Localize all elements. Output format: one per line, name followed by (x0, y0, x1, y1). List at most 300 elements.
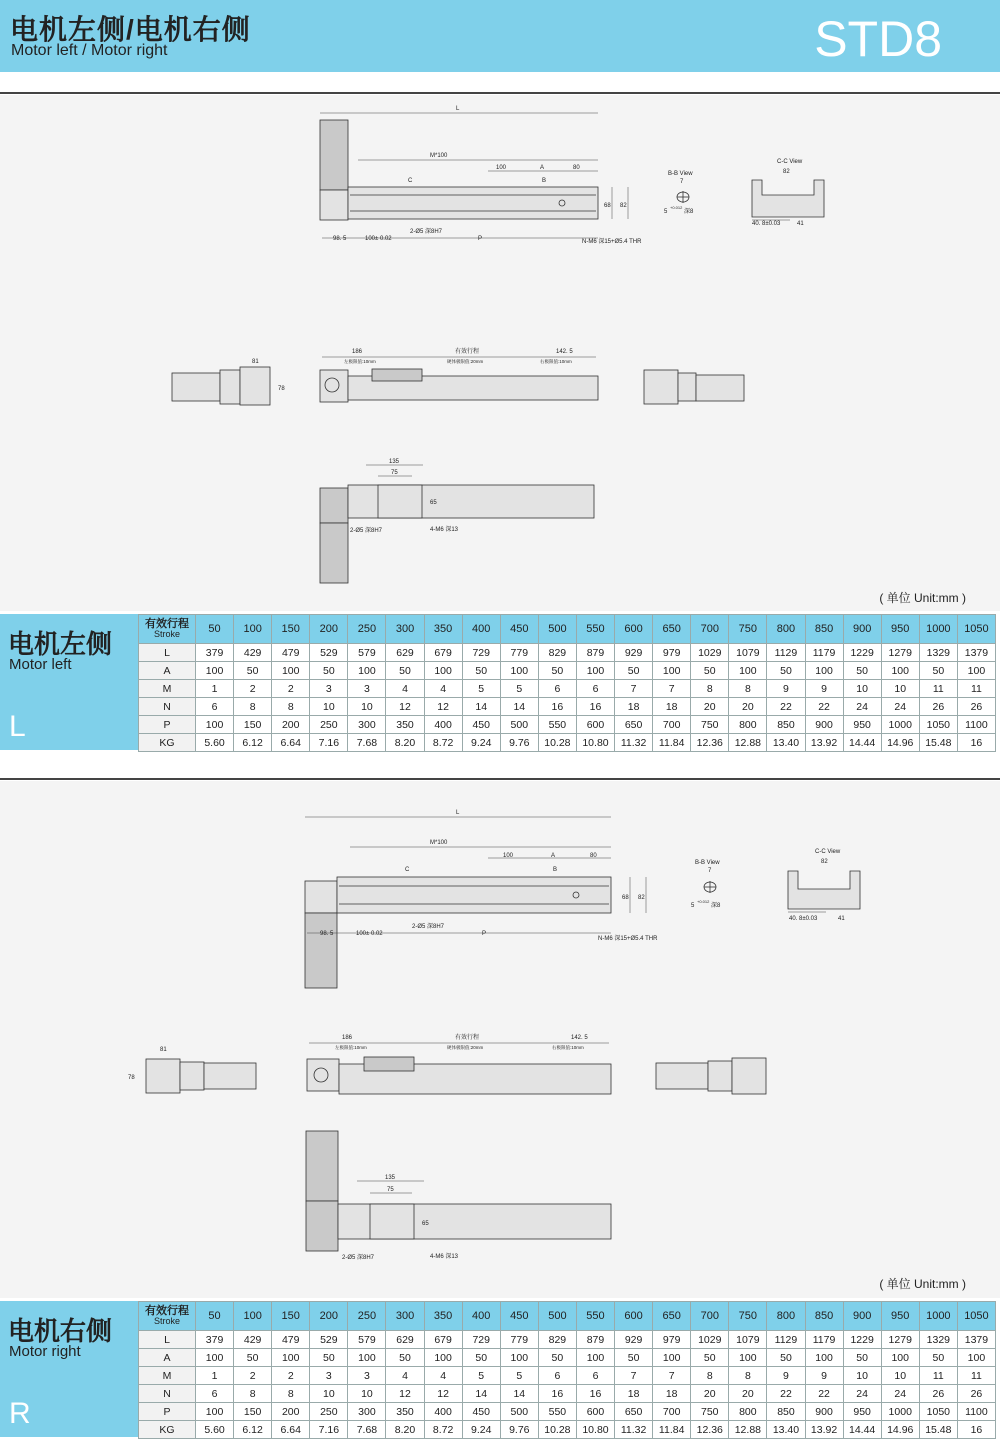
row-label: A (139, 1349, 196, 1367)
label-right-limit-r: 右极限值:10mm (552, 1045, 584, 1050)
table-cell: 50 (615, 662, 653, 680)
table-cell: 100 (196, 716, 234, 734)
page-title-en: Motor left / Motor right (11, 42, 168, 59)
stroke-header-en: Stroke (153, 1316, 180, 1326)
table-cell: 629 (386, 644, 424, 662)
table-cell: 6 (576, 1367, 614, 1385)
dim-68-r: 68 (622, 895, 629, 901)
label-holes-2-r: 2-Ø5 深8H7 (412, 924, 445, 930)
table-cell: 6 (196, 1385, 234, 1403)
dim-75-r: 75 (387, 1187, 394, 1193)
table-side-cn: 电机左侧 (8, 629, 113, 659)
table-cell: 18 (615, 1385, 653, 1403)
stroke-column-header: 300 (386, 1302, 424, 1331)
drawing-motor-right (0, 781, 1000, 1298)
table-cell: 400 (424, 716, 462, 734)
table-cell: 9 (805, 680, 843, 698)
table-cell: 12 (386, 1385, 424, 1403)
row-label: P (139, 1403, 196, 1421)
table-cell: 150 (234, 716, 272, 734)
table-cell: 450 (462, 716, 500, 734)
table-side-en: Motor right (9, 1343, 81, 1360)
table-cell: 14 (500, 1385, 538, 1403)
table-cell: 679 (424, 644, 462, 662)
table-cell: 12.36 (691, 734, 729, 752)
table-cell: 11 (957, 1367, 995, 1385)
table-cell: 22 (805, 698, 843, 716)
table-cell: 8.72 (424, 734, 462, 752)
table-row (139, 662, 996, 680)
stroke-column-header: 450 (500, 615, 538, 644)
stroke-column-header: 500 (538, 1302, 576, 1331)
cc-view-right (788, 849, 860, 922)
table-cell: 1179 (805, 644, 843, 662)
table-cell: 6.64 (272, 734, 310, 752)
table-cell: 12.36 (691, 1421, 729, 1439)
table-cell: 400 (424, 1403, 462, 1421)
table-cell: 50 (919, 662, 957, 680)
table-cell: 12 (386, 698, 424, 716)
label-deep8-r: 深8 (711, 903, 721, 909)
row-label: A (139, 662, 196, 680)
table-cell: 24 (843, 1385, 881, 1403)
table-side-label (0, 614, 138, 750)
bb-view (664, 171, 694, 215)
table-cell: 479 (272, 644, 310, 662)
table-cell: 16 (538, 698, 576, 716)
table-cell: 10.28 (538, 734, 576, 752)
label-cc-view: C-C View (777, 159, 803, 165)
stroke-column-header: 1050 (957, 615, 995, 644)
table-side-letter: R (9, 1397, 31, 1430)
spec-table-motor-left (0, 614, 1000, 750)
table-cell: 1329 (919, 644, 957, 662)
table-cell: 6.64 (272, 1421, 310, 1439)
table-row (139, 1403, 996, 1421)
table-cell: 100 (196, 662, 234, 680)
table-cell: 8 (234, 1385, 272, 1403)
dim-68: 68 (604, 203, 611, 209)
table-cell: 829 (538, 644, 576, 662)
dim-100tol-r: 100± 0.02 (356, 931, 383, 937)
table-side-en: Motor left (9, 656, 72, 673)
table-cell: 600 (576, 716, 614, 734)
dim-82-r: 82 (638, 895, 645, 901)
table-cell: 679 (424, 1331, 462, 1349)
dim-135-r: 135 (385, 1175, 396, 1181)
table-cell: 20 (691, 1385, 729, 1403)
label-stroke-cn-r: 有效行程 (455, 1035, 480, 1041)
stroke-column-header: 200 (310, 615, 348, 644)
dim-186: 186 (352, 349, 363, 355)
dim-41: 41 (797, 221, 804, 227)
table-cell: 6 (196, 698, 234, 716)
table-cell: 10 (310, 1385, 348, 1403)
table-cell: 200 (272, 1403, 310, 1421)
table-cell: 729 (462, 1331, 500, 1349)
tol-5: 5 (664, 209, 668, 215)
dim-41-r: 41 (838, 916, 845, 922)
table-cell: 50 (843, 1349, 881, 1367)
stroke-header (139, 1302, 196, 1331)
table-cell: 50 (386, 662, 424, 680)
table-cell: 24 (881, 698, 919, 716)
table-cell: 16 (576, 698, 614, 716)
table-cell: 6.12 (234, 1421, 272, 1439)
top-view-right (305, 810, 658, 988)
stroke-column-header: 900 (843, 1302, 881, 1331)
cc-view (752, 159, 824, 227)
table-cell: 14.96 (881, 734, 919, 752)
stroke-column-header: 450 (500, 1302, 538, 1331)
table-cell: 1050 (919, 716, 957, 734)
table-cell: 10 (843, 1367, 881, 1385)
stroke-column-header: 1000 (919, 615, 957, 644)
table-cell: 100 (348, 662, 386, 680)
table-cell: 500 (500, 1403, 538, 1421)
table-cell: 3 (348, 680, 386, 698)
dim-81: 81 (252, 359, 259, 365)
table-cell: 379 (196, 644, 234, 662)
row-label: KG (139, 1421, 196, 1439)
table-cell: 14 (462, 1385, 500, 1403)
drawing-motor-left (0, 95, 1000, 611)
stroke-column-header: 250 (348, 615, 386, 644)
label-hard-limit-r: 硬体极限值:20mm (447, 1045, 484, 1050)
table-cell: 150 (234, 1403, 272, 1421)
table-cell: 5 (500, 680, 538, 698)
table-cell: 579 (348, 1331, 386, 1349)
table-cell: 100 (348, 1349, 386, 1367)
table-cell: 50 (234, 662, 272, 680)
table-cell: 9.76 (500, 734, 538, 752)
table-cell: 5 (500, 1367, 538, 1385)
stroke-column-header: 1000 (919, 1302, 957, 1331)
table-cell: 50 (538, 662, 576, 680)
table-cell: 9.24 (462, 734, 500, 752)
table-cell: 650 (615, 1403, 653, 1421)
table-cell: 900 (805, 1403, 843, 1421)
table-cell: 879 (576, 644, 614, 662)
table-cell: 20 (729, 1385, 767, 1403)
divider (0, 778, 1000, 780)
table-cell: 50 (615, 1349, 653, 1367)
table-cell: 300 (348, 1403, 386, 1421)
table-cell: 100 (729, 662, 767, 680)
stroke-column-header: 600 (615, 615, 653, 644)
top-view (320, 106, 642, 245)
table-cell: 750 (691, 716, 729, 734)
table-cell: 15.48 (919, 734, 957, 752)
table-cell: 12.88 (729, 1421, 767, 1439)
table-cell: 100 (957, 1349, 995, 1367)
table-cell: 9.76 (500, 1421, 538, 1439)
table-cell: 950 (843, 716, 881, 734)
table-cell: 26 (957, 1385, 995, 1403)
side-view (172, 347, 744, 405)
table-cell: 779 (500, 1331, 538, 1349)
dim-65-r: 65 (422, 1221, 429, 1227)
stroke-column-header: 100 (234, 615, 272, 644)
table-cell: 979 (653, 644, 691, 662)
table-cell: 2 (272, 680, 310, 698)
table-cell: 20 (729, 698, 767, 716)
label-holes-2: 2-Ø5 深8H7 (410, 229, 443, 235)
table-cell: 8 (272, 1385, 310, 1403)
table-cell: 100 (653, 662, 691, 680)
table-cell: 579 (348, 644, 386, 662)
table-cell: 1029 (691, 1331, 729, 1349)
table-cell: 450 (462, 1403, 500, 1421)
table-cell: 1229 (843, 1331, 881, 1349)
dim-cc-82: 82 (783, 169, 790, 175)
stroke-column-header: 100 (234, 1302, 272, 1331)
stroke-column-header: 350 (424, 1302, 462, 1331)
table-cell: 1279 (881, 1331, 919, 1349)
row-label: M (139, 1367, 196, 1385)
label-B: B (542, 178, 547, 184)
label-bb-view: B-B View (668, 171, 693, 177)
table-cell: 1229 (843, 644, 881, 662)
stroke-column-header: 750 (729, 615, 767, 644)
table-cell: 4 (424, 1367, 462, 1385)
table-cell: 250 (310, 1403, 348, 1421)
dim-82: 82 (620, 203, 627, 209)
table-cell: 11.84 (653, 734, 691, 752)
table-cell: 50 (386, 1349, 424, 1367)
table-cell: 4 (386, 680, 424, 698)
stroke-column-header: 400 (462, 1302, 500, 1331)
dim-L: L (456, 106, 460, 112)
table-cell: 12 (424, 1385, 462, 1403)
table-cell: 100 (196, 1349, 234, 1367)
table-cell: 2 (234, 680, 272, 698)
table-cell: 750 (691, 1403, 729, 1421)
table-cell: 7.68 (348, 1421, 386, 1439)
table-cell: 9 (767, 680, 805, 698)
dim-P-r: P (482, 931, 487, 937)
dim-78-r: 78 (128, 1075, 135, 1081)
table-cell: 1 (196, 1367, 234, 1385)
side-view-right (128, 1033, 766, 1094)
table-cell: 50 (691, 662, 729, 680)
table-cell: 3 (310, 1367, 348, 1385)
dim-65: 65 (430, 500, 437, 506)
table-cell: 100 (500, 662, 538, 680)
dim-80: 80 (573, 165, 580, 171)
dim-L-r: L (456, 810, 460, 816)
table-cell: 5 (462, 680, 500, 698)
table-cell: 8.20 (386, 734, 424, 752)
table-cell: 3 (348, 1367, 386, 1385)
stroke-column-header: 550 (576, 615, 614, 644)
table-cell: 800 (729, 716, 767, 734)
stroke-column-header: 1050 (957, 1302, 995, 1331)
stroke-column-header: 350 (424, 615, 462, 644)
table-cell: 8 (272, 698, 310, 716)
table-cell: 7.16 (310, 1421, 348, 1439)
table-cell: 26 (919, 1385, 957, 1403)
label-left-limit-r: 左极限值:10mm (335, 1045, 367, 1050)
table-cell: 22 (767, 698, 805, 716)
table-cell: 9 (805, 1367, 843, 1385)
table-cell: 829 (538, 1331, 576, 1349)
table-cell: 6 (576, 680, 614, 698)
table-row (139, 1331, 996, 1349)
stroke-header-en: Stroke (153, 629, 180, 639)
table-cell: 10.80 (576, 1421, 614, 1439)
bb-view-right (691, 860, 721, 909)
table-cell: 500 (500, 716, 538, 734)
table-cell: 26 (919, 698, 957, 716)
table-cell: 850 (767, 716, 805, 734)
table-cell: 100 (500, 1349, 538, 1367)
table-cell: 100 (805, 1349, 843, 1367)
row-label: M (139, 680, 196, 698)
technical-drawing-right (0, 781, 1000, 1298)
dim-100tol: 100± 0.02 (365, 236, 392, 242)
table-cell: 6 (538, 680, 576, 698)
table-cell: 879 (576, 1331, 614, 1349)
table-cell: 629 (386, 1331, 424, 1349)
stroke-column-header: 500 (538, 615, 576, 644)
table-cell: 600 (576, 1403, 614, 1421)
table-cell: 26 (957, 698, 995, 716)
stroke-column-header: 800 (767, 1302, 805, 1331)
dim-P: P (478, 236, 483, 242)
table-cell: 929 (615, 644, 653, 662)
technical-drawing-left (0, 95, 1000, 611)
label-cc-view-r: C-C View (815, 849, 841, 855)
stroke-column-header: 650 (653, 615, 691, 644)
label-C-r: C (405, 867, 410, 873)
table-cell: 100 (272, 662, 310, 680)
table-cell: 8 (691, 1367, 729, 1385)
stroke-column-header: 700 (691, 1302, 729, 1331)
table-cell: 1079 (729, 644, 767, 662)
divider (0, 92, 1000, 94)
model-name: STD8 (814, 11, 942, 67)
table-cell: 14.44 (843, 734, 881, 752)
label-holes-2b-r: 2-Ø5 深8H7 (342, 1255, 375, 1261)
table-cell: 8 (729, 680, 767, 698)
table-cell: 8 (729, 1367, 767, 1385)
stroke-column-header: 150 (272, 615, 310, 644)
label-holes-n-r: N-M6 深15+Ø5.4 THR (598, 936, 658, 942)
table-row (139, 1367, 996, 1385)
table-cell: 950 (843, 1403, 881, 1421)
table-cell: 1079 (729, 1331, 767, 1349)
stroke-header (139, 615, 196, 644)
table-cell: 2 (234, 1367, 272, 1385)
table-cell: 479 (272, 1331, 310, 1349)
page-header (0, 0, 1000, 72)
table-header-row (139, 615, 996, 644)
stroke-column-header: 50 (196, 615, 234, 644)
table-cell: 10 (348, 698, 386, 716)
table-cell: 1029 (691, 644, 729, 662)
table-cell: 1000 (881, 1403, 919, 1421)
table-cell: 24 (881, 1385, 919, 1403)
table-cell: 8.72 (424, 1421, 462, 1439)
stroke-column-header: 300 (386, 615, 424, 644)
unit-label-left: ( 单位 Unit:mm ) (879, 591, 966, 605)
table-cell: 18 (615, 698, 653, 716)
table-cell: 11 (957, 680, 995, 698)
table-row (139, 1421, 996, 1439)
table-side-label (0, 1301, 138, 1437)
table-cell: 850 (767, 1403, 805, 1421)
table-cell: 1100 (957, 1403, 995, 1421)
tol-plus: +0.012 (670, 205, 683, 210)
label-hard-limit: 硬体极限值:20mm (447, 359, 484, 364)
table-cell: 12 (424, 698, 462, 716)
table-row (139, 734, 996, 752)
table-cell: 100 (805, 662, 843, 680)
stroke-column-header: 950 (881, 1302, 919, 1331)
row-label: KG (139, 734, 196, 752)
table-cell: 100 (272, 1349, 310, 1367)
dim-142-5: 142. 5 (556, 349, 573, 355)
table-cell: 1129 (767, 1331, 805, 1349)
table-cell: 4 (424, 680, 462, 698)
table-cell: 50 (310, 1349, 348, 1367)
table-header-row (139, 1302, 996, 1331)
table-cell: 14.44 (843, 1421, 881, 1439)
row-label: N (139, 698, 196, 716)
table-cell: 22 (767, 1385, 805, 1403)
table-cell: 100 (881, 1349, 919, 1367)
table-cell: 10 (881, 1367, 919, 1385)
table-cell: 100 (729, 1349, 767, 1367)
label-right-limit: 右极限值:10mm (540, 359, 572, 364)
table-cell: 1050 (919, 1403, 957, 1421)
stroke-column-header: 600 (615, 1302, 653, 1331)
table-cell: 800 (729, 1403, 767, 1421)
table-row (139, 716, 996, 734)
table-cell: 50 (538, 1349, 576, 1367)
table-cell: 550 (538, 1403, 576, 1421)
table-cell: 50 (843, 662, 881, 680)
label-holes-4: 4-M6 深13 (430, 527, 459, 533)
table-cell: 18 (653, 1385, 691, 1403)
stroke-column-header: 550 (576, 1302, 614, 1331)
table-cell: 1379 (957, 644, 995, 662)
table-cell: 50 (691, 1349, 729, 1367)
table-cell: 22 (805, 1385, 843, 1403)
table-row (139, 1385, 996, 1403)
table-cell: 11 (919, 680, 957, 698)
page-title-cn: 电机左侧/电机右侧 (10, 14, 251, 45)
stroke-column-header: 700 (691, 615, 729, 644)
table-cell: 550 (538, 716, 576, 734)
table-cell: 379 (196, 1331, 234, 1349)
spec-table-motor-right (0, 1301, 1000, 1437)
table-cell: 6.12 (234, 734, 272, 752)
table-cell: 11.32 (615, 734, 653, 752)
table-cell: 700 (653, 1403, 691, 1421)
unit-label-right: ( 单位 Unit:mm ) (879, 1277, 966, 1291)
dim-142-5-r: 142. 5 (571, 1035, 588, 1041)
table-cell: 100 (196, 1403, 234, 1421)
table-cell: 14 (500, 698, 538, 716)
table-cell: 8 (234, 698, 272, 716)
table-cell: 6 (538, 1367, 576, 1385)
table-cell: 10 (881, 680, 919, 698)
table-cell: 100 (576, 1349, 614, 1367)
table-cell: 300 (348, 716, 386, 734)
row-label: N (139, 1385, 196, 1403)
